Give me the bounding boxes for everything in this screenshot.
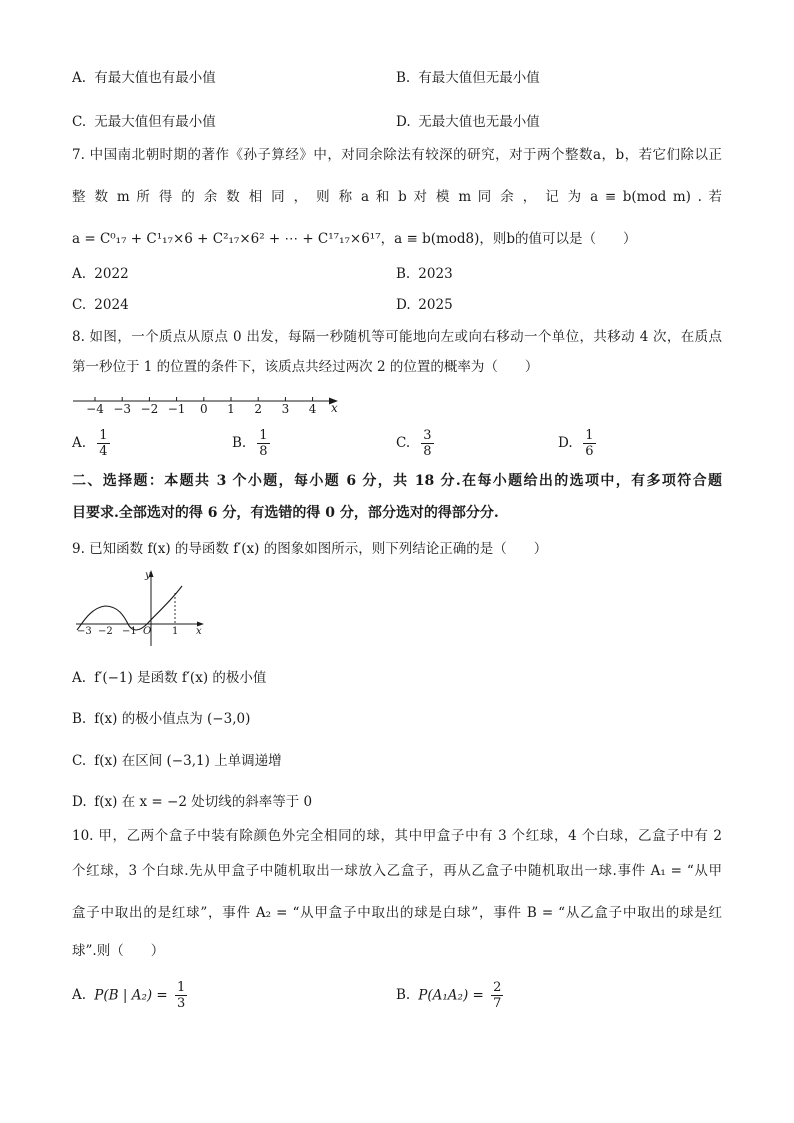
q8-line-2: 第一秒位于 1 的位置的条件下，该质点共经过两次 2 的位置的概率为（ ） — [72, 359, 539, 375]
number-line-tick-label: 2 — [254, 402, 263, 416]
derivative-graph-figure — [72, 568, 212, 650]
graph-tick-label: −1 — [122, 626, 137, 637]
graph-x-label: x — [196, 626, 202, 637]
q10-line-3: 盒子中取出的是红球”，事件 A₂ = “从甲盒子中取出的球是白球”，事件 B = “从乙盒子中取出的球是红 — [72, 905, 722, 921]
number-line-ticks — [86, 397, 317, 416]
graph-tick-label: −2 — [98, 626, 113, 637]
q7-option-b: B. 2023 — [396, 266, 453, 282]
graph-tick-label: −3 — [77, 626, 92, 637]
q9-option-c: C. f(x) 在区间 (−3,1) 上单调递增 — [72, 753, 282, 769]
graph-y-label: y — [145, 570, 151, 581]
number-line-tick-label: 1 — [227, 402, 235, 416]
q10-option-a: A. P(B | A₂) = $\frac{1}{3}$ — [72, 980, 186, 1011]
number-line-x-label: x — [331, 401, 338, 415]
q7-line-3: a = C⁰₁₇ + C¹₁₇×6 + C²₁₇×6² + ⋯ + C¹⁷₁₇×6¹⁷，a ≡ b(mod8)，则b的值可以是（ ） — [72, 231, 637, 247]
q9-option-d: D. f(x) 在 x = −2 处切线的斜率等于 0 — [72, 794, 313, 810]
q6-option-row-1 — [72, 66, 722, 86]
q6-option-row-2 — [72, 110, 722, 130]
q8-option-c: C. $\frac{3}{8}$ — [396, 428, 432, 459]
q7-option-row-2 — [72, 297, 722, 313]
number-line-tick-label: −2 — [140, 402, 159, 416]
q10-line-2: 个红球，3 个白球.先从甲盒子中随机取出一球放入乙盒子，再从乙盒子中随机取出一球.事件 A₁ = “从甲 — [72, 863, 722, 879]
derivative-curve — [77, 586, 182, 630]
graph-origin-label: O — [143, 626, 152, 637]
q6-option-a: A. 有最大值也有最小值 — [72, 70, 216, 86]
q9-option-a: A. f′(−1) 是函数 f′(x) 的极小值 — [72, 670, 267, 686]
graph-tick-label: 1 — [172, 626, 179, 637]
number-line-tick-label: 3 — [281, 402, 290, 416]
q10-option-b: B. P(A₁A₂) = $\frac{2}{7}$ — [396, 980, 502, 1011]
q7-line-1: 7. 中国南北朝时期的著作《孙子算经》中，对同余除法有较深的研究，对于两个整数a，b，若它们除以正 — [72, 147, 722, 163]
number-line-tick-label: −3 — [113, 402, 132, 416]
q9-stem: 9. 已知函数 f(x) 的导函数 f′(x) 的图象如图所示，则下列结论正确的是（ ） — [72, 541, 548, 557]
q7-option-d: D. 2025 — [396, 297, 453, 313]
number-line-figure — [70, 393, 350, 419]
q6-option-c: C. 无最大值但有最小值 — [72, 114, 216, 130]
q8-line-1: 8. 如图，一个质点从原点 0 出发，每隔一秒随机等可能地向左或向右移动一个单位，共移动 4 次，在质点 — [72, 329, 722, 345]
q6-option-d: D. 无最大值也无最小值 — [396, 114, 540, 130]
number-line-tick-label: −1 — [167, 402, 186, 416]
section-2-heading-line-2: 目要求.全部选对的得 6 分，有选错的得 0 分，部分选对的得部分分. — [72, 505, 499, 521]
number-line-tick-label: 4 — [308, 402, 317, 416]
q9-option-b: B. f(x) 的极小值点为 (−3,0) — [72, 711, 251, 727]
q6-option-b: B. 有最大值但无最小值 — [396, 70, 540, 86]
q10-line-1: 10. 甲，乙两个盒子中装有除颜色外完全相同的球，其中甲盒子中有 3 个红球，4 个白球，乙盒子中有 2 — [72, 828, 722, 844]
q7-option-a: A. 2022 — [72, 266, 129, 282]
q8-option-a: A. $\frac{1}{4}$ — [72, 428, 108, 459]
section-2-heading-line-1: 二、选择题：本题共 3 个小题，每小题 6 分，共 18 分.在每小题给出的选项中，有多项符合题 — [72, 473, 722, 489]
q7-option-c: C. 2024 — [72, 297, 129, 313]
q7-line-2: 整 数 m 所 得 的 余 数 相 同 ， 则 称 a 和 b 对 模 m 同 余 ， 记 为 a ≡ b(mod m) . 若 — [72, 189, 722, 205]
q8-option-d: D. $\frac{1}{6}$ — [558, 428, 594, 459]
number-line-tick-label: 0 — [199, 402, 208, 416]
q10-line-4: 球”.则（ ） — [72, 943, 165, 959]
number-line-tick-label: −4 — [86, 402, 104, 416]
q7-option-row-1 — [72, 266, 722, 282]
q8-option-b: B. $\frac{1}{8}$ — [232, 428, 268, 459]
